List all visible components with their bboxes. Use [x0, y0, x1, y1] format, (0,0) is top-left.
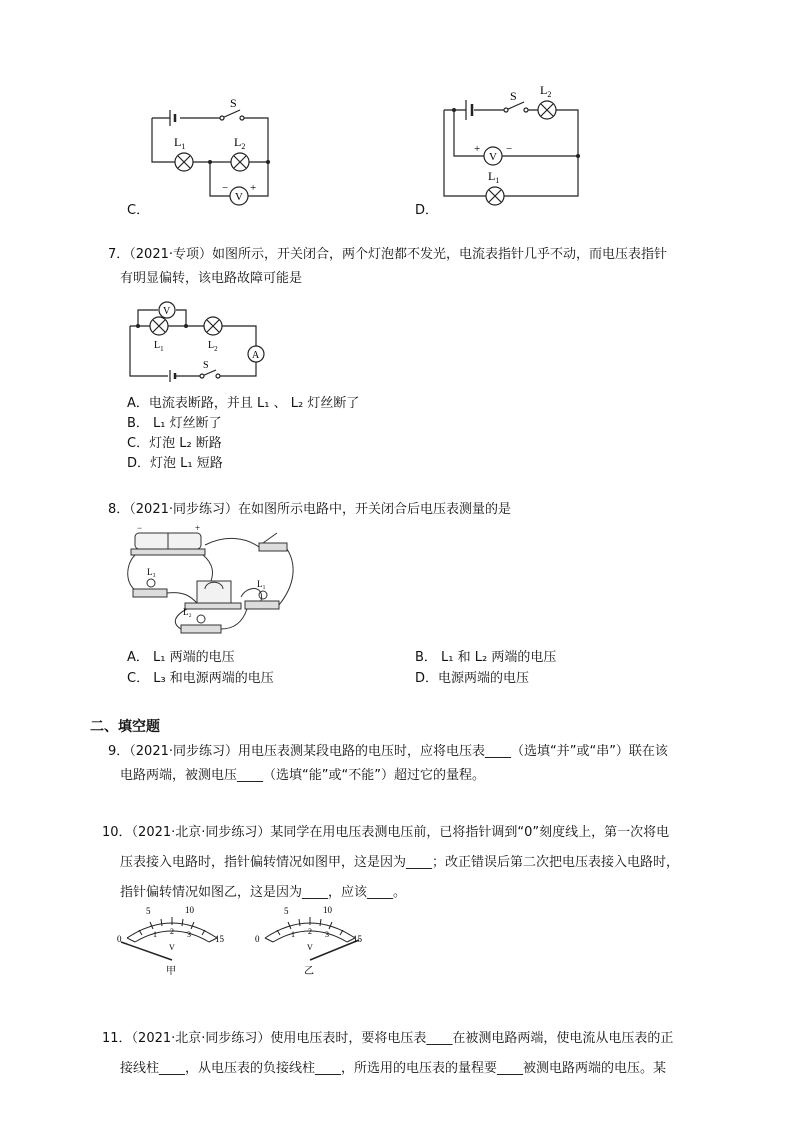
tick-label: 1	[153, 930, 157, 939]
minus-sign: −	[506, 143, 513, 155]
battery-plus-sign: +	[195, 523, 201, 533]
question-7-options	[127, 394, 359, 474]
tick-label: 15	[215, 934, 224, 944]
option-c: C． L₃ 和电源两端的电压	[127, 671, 274, 686]
needle	[310, 940, 359, 960]
tick-label: 10	[323, 905, 332, 915]
lamp-l3-label: L₃	[147, 567, 156, 577]
battery-minus-sign: −	[137, 523, 143, 533]
option-d: D．电源两端的电压	[415, 671, 530, 686]
option-d-label: D．	[415, 203, 439, 218]
lamp-l2-label: $L_2$	[234, 135, 246, 151]
question-7-text	[108, 243, 667, 291]
option-c-label: C．	[127, 203, 150, 218]
lamp-l1-label: $L_1$	[154, 340, 164, 353]
tick-label: 15	[353, 934, 362, 944]
figure-caption: 乙	[304, 966, 314, 977]
circuit-diagram-d	[432, 80, 592, 215]
option-b: B． L₁ 灯丝断了	[127, 416, 222, 431]
option-b: B． L₁ 和 L₂ 两端的电压	[415, 650, 557, 665]
unit-label: V	[307, 943, 313, 952]
tick-label: 5	[284, 906, 289, 916]
tick-label: 3	[325, 930, 329, 939]
question-9-text	[108, 740, 668, 788]
tick-label: 10	[185, 905, 194, 915]
lamp-l2-label: L₂	[183, 607, 192, 617]
switch-label: S	[230, 96, 237, 110]
switch-label: S	[203, 360, 209, 371]
voltmeter-label: V	[163, 306, 171, 317]
lamp-l2-label: $L_2$	[208, 340, 218, 353]
tick-label: 1	[291, 930, 295, 939]
voltmeter-dial-a	[115, 898, 230, 980]
question-11-text	[102, 1024, 673, 1084]
option-d: D．灯泡 L₁ 短路	[127, 456, 223, 471]
question-11-line-1: 11．（2021·北京·同步练习）使用电压表时，要将电压表____在被测电路两端，使电流从电压表的正	[102, 1031, 674, 1046]
circuit-diagram-q7	[128, 300, 278, 380]
tick-label: 0	[255, 934, 260, 944]
switch-label: S	[510, 89, 517, 103]
ammeter-label: A	[252, 350, 260, 361]
section-title: 二、填空题	[90, 719, 160, 735]
voltmeter-label: V	[235, 191, 243, 203]
tick-label: 3	[187, 930, 191, 939]
question-9-line-2: 电路两端，被测电压____（选填“能”或“不能”）超过它的量程。	[120, 768, 485, 783]
option-a: A．电流表断路，并且 L₁ 、 L₂ 灯丝断了	[127, 396, 360, 411]
tick-label: 2	[308, 927, 312, 936]
voltmeter-label: V	[489, 151, 497, 163]
circuit-diagram-c	[140, 92, 280, 212]
voltmeter-dial-b	[253, 898, 368, 980]
tick-label: 5	[146, 906, 151, 916]
option-a: A． L₁ 两端的电压	[127, 650, 235, 665]
lamp-l1-label: L₁	[257, 579, 266, 589]
unit-label: V	[169, 943, 175, 952]
question-7-line-1: 7．（2021·专项）如图所示，开关闭合，两个灯泡都不发光，电流表指针几乎不动，而电压表指针	[108, 247, 667, 262]
lamp-l1-label: $L_1$	[488, 169, 500, 185]
question-11-line-2: 接线柱____，从电压表的负接线柱____，所选用的电压表的量程要____被测电路两端的电压。某	[120, 1061, 667, 1076]
needle	[121, 942, 172, 960]
circuit-photo-q8	[125, 525, 305, 643]
question-7-line-2: 有明显偏转，该电路故障可能是	[120, 271, 303, 286]
option-c: C．灯泡 L₂ 断路	[127, 436, 222, 451]
question-8-text: 8．（2021·同步练习）在如图所示电路中，开关闭合后电压表测量的是	[108, 502, 511, 517]
plus-sign: +	[250, 182, 257, 194]
question-9-line-1: 9．（2021·同步练习）用电压表测某段电路的电压时，应将电压表____（选填“并”或“串”）联在该	[108, 744, 668, 759]
lamp-l2-label: $L_2$	[540, 83, 552, 99]
plus-sign: +	[474, 143, 481, 155]
figure-caption: 甲	[166, 966, 176, 977]
question-10-text	[102, 818, 679, 908]
question-10-line-2: 压表接入电路时，指针偏转情况如图甲，这是因为____；改正错误后第二次把电压表接入电路时，	[120, 855, 680, 870]
tick-label: 0	[117, 934, 122, 944]
lamp-l1-label: $L_1$	[174, 135, 186, 151]
question-10-line-1: 10．（2021·北京·同步练习）某同学在用电压表测电压前，已将指针调到“0”刻度线上，第一次将电	[102, 825, 670, 840]
minus-sign: −	[222, 182, 229, 194]
question-10-line-3: 指针偏转情况如图乙，这是因为____，应该____。	[120, 885, 407, 900]
tick-label: 2	[170, 927, 174, 936]
